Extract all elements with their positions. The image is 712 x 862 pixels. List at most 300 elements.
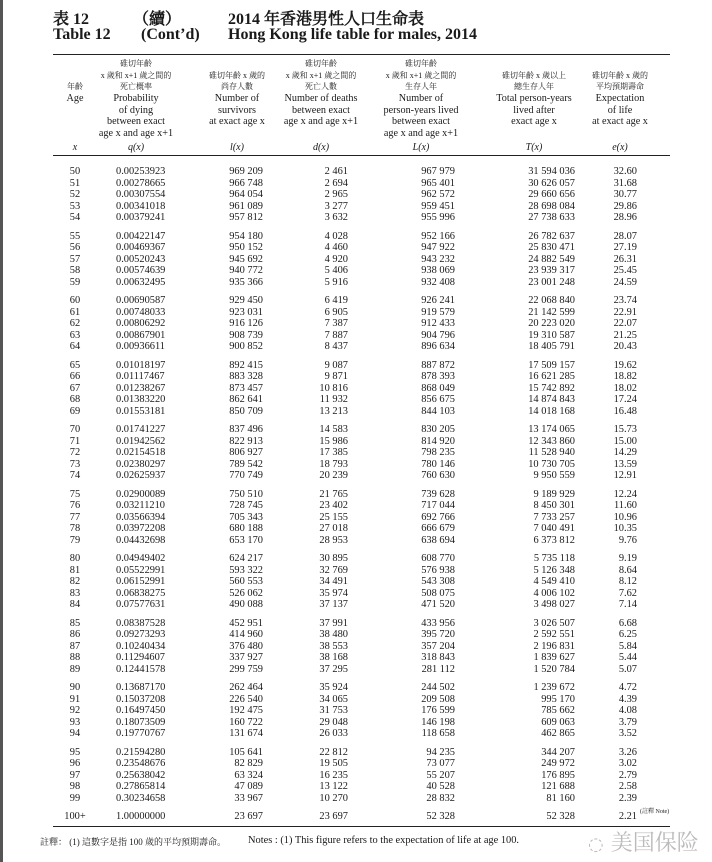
cell-Tx: 14 018 168: [528, 405, 575, 417]
row-group-gap: [3, 611, 712, 618]
cell-Tx: 1 520 784: [533, 663, 575, 675]
header-line-wrap: [76, 128, 196, 140]
column-header-ex: [560, 70, 680, 128]
table-row: [3, 618, 712, 630]
header-line: x 歲和 x+1 歲之間的: [385, 70, 457, 80]
cell-ex: 15.00: [613, 435, 637, 447]
cell-lx: 837 496: [229, 424, 263, 435]
cell-ex: 27.19: [613, 242, 637, 253]
cell-lx: 63 324: [234, 769, 263, 781]
cell-Tx: 23 939 317: [528, 265, 575, 276]
cell-dx: 3 632: [324, 212, 348, 223]
column-symbol-qx: q(x): [127, 142, 145, 153]
column-symbol-ex: e(x): [612, 142, 628, 153]
cell-age: 64: [69, 341, 81, 352]
cell-ex: 10.96: [613, 511, 637, 523]
table-row: [3, 166, 712, 178]
cell-Tx: 3 026 507: [533, 617, 575, 629]
cell-qx: 0.27865814: [116, 781, 166, 792]
cell-Lx: 73 077: [426, 758, 455, 769]
row-group-gap: [3, 804, 712, 811]
table-row: [3, 470, 712, 482]
row-group-gap: [3, 417, 712, 424]
cell-dx: 14 583: [319, 424, 348, 435]
cell-age: 55: [69, 230, 81, 242]
cell-ex: 9.76: [618, 534, 637, 546]
cell-Tx: 12 343 860: [528, 435, 575, 447]
cell-qx: 0.23548676: [116, 758, 166, 769]
cell-Tx: 14 874 843: [528, 394, 575, 405]
table-row: [3, 523, 712, 535]
cell-ex: 3.52: [618, 728, 637, 739]
row-group-gap: [3, 675, 712, 682]
table-number-en: Table 12: [53, 26, 111, 43]
cell-Lx: 959 451: [421, 200, 455, 212]
header-line: 年齡: [67, 82, 83, 92]
header-line-wrap: [560, 70, 680, 82]
cell-dx: 32 769: [319, 564, 348, 576]
cell-lx: 822 913: [229, 435, 263, 447]
cell-qx: 0.30234658: [116, 792, 166, 804]
cell-ex: 3.02: [618, 758, 637, 769]
cell-lx: 192 475: [229, 705, 263, 716]
cell-qx: 0.13687170: [116, 682, 166, 693]
cell-Tx: 16 621 285: [528, 371, 575, 382]
cell-Tx: 24 882 549: [528, 253, 575, 265]
cell-qx: 0.21594280: [116, 746, 166, 758]
cell-Tx: 31 594 036: [528, 166, 575, 177]
header-line: Number of: [398, 93, 444, 105]
cell-Lx: 955 996: [421, 212, 455, 223]
note-en: Notes : (1) This figure refers to the expectation of life at age 100.: [248, 835, 520, 846]
cell-lx: 929 450: [229, 295, 263, 306]
cell-Lx: 94 235: [426, 746, 455, 758]
table-row: [3, 770, 712, 782]
cell-age: 75: [69, 488, 81, 500]
cell-Lx: 896 634: [421, 341, 455, 352]
cell-lx: 728 745: [229, 500, 263, 511]
cell-dx: 7 887: [324, 329, 348, 341]
cell-dx: 37 991: [319, 617, 348, 629]
table-row: [3, 330, 712, 342]
row-group-gap: [3, 546, 712, 553]
table-row: [3, 781, 712, 793]
cell-dx: 13 213: [319, 405, 348, 417]
table-row: [3, 447, 712, 459]
cell-qx: 0.18073509: [116, 716, 166, 728]
cell-age: 95: [69, 746, 81, 758]
cell-lx: 593 322: [229, 564, 263, 576]
header-line: of dying: [118, 104, 154, 116]
cell-Tx: 8 450 301: [533, 500, 575, 511]
cell-lx: 945 692: [229, 253, 263, 265]
cell-age: 53: [69, 200, 81, 212]
header-line-wrap: [361, 105, 481, 117]
cell-dx: 15 986: [319, 435, 348, 447]
cell-ex: 5.07: [618, 663, 637, 675]
cell-dx: 6 419: [324, 295, 348, 306]
cell-Tx: 1 839 627: [533, 652, 575, 663]
cell-age: 77: [69, 511, 81, 523]
cell-Tx: 995 170: [541, 693, 575, 705]
cell-ex: 18.82: [613, 371, 637, 382]
table-row: [3, 758, 712, 770]
cell-qx: 0.04432698: [116, 534, 166, 546]
cell-dx: 4 460: [324, 242, 348, 253]
header-line: age x and age x+1: [383, 128, 459, 140]
header-line: 碓切年齡 x 歲的: [592, 70, 648, 80]
table-row: [3, 500, 712, 512]
cell-age: 100+: [64, 811, 86, 822]
header-line-wrap: [560, 105, 680, 117]
cell-lx: 105 641: [229, 746, 263, 758]
cell-age: 61: [69, 306, 81, 318]
cell-Tx: 25 830 471: [528, 242, 575, 253]
cell-dx: 8 437: [324, 341, 348, 352]
cell-Lx: 952 166: [421, 230, 455, 242]
cell-ex: 22.07: [613, 318, 637, 329]
cell-Lx: 904 796: [421, 329, 455, 341]
cell-ex: 22.91: [613, 306, 637, 318]
column-symbol-lx: l(x): [230, 142, 244, 153]
cell-ex: 19.62: [613, 359, 637, 371]
cell-dx: 21 765: [319, 488, 348, 500]
header-line: 碓切年齡: [405, 59, 437, 68]
table-row: [3, 295, 712, 307]
cell-Lx: 919 579: [421, 306, 455, 318]
table-row: [3, 512, 712, 524]
cell-dx: 11 932: [319, 394, 348, 405]
header-bottom-rule: [53, 155, 670, 156]
cell-age: 74: [69, 470, 81, 481]
header-line: 死亡概率: [120, 82, 152, 92]
cell-age: 84: [69, 599, 81, 610]
cell-dx: 6 905: [324, 306, 348, 318]
header-line: Probability: [113, 93, 159, 105]
table-row: [3, 664, 712, 676]
header-line: survivors: [218, 104, 256, 116]
cell-ex: 30.77: [613, 189, 637, 200]
cell-lx: 33 967: [234, 792, 263, 804]
cell-lx: 490 088: [229, 599, 263, 610]
cell-qx: 0.03566394: [116, 511, 166, 523]
cell-Lx: 830 205: [421, 424, 455, 435]
cell-Lx: 932 408: [421, 276, 455, 288]
cell-ex: 6.25: [618, 629, 637, 640]
cell-lx: 923 031: [229, 306, 263, 318]
cell-qx: 0.00690587: [116, 295, 166, 306]
cell-ex: 2.39: [618, 792, 637, 804]
cell-ex: 2.79: [618, 769, 637, 781]
cell-lx: 862 641: [229, 394, 263, 405]
cell-qx: 0.11294607: [116, 652, 165, 663]
header-line-wrap: [560, 81, 680, 93]
cell-qx: 0.01238267: [116, 382, 166, 394]
cell-Tx: 10 730 705: [528, 458, 575, 470]
cell-Lx: 666 679: [421, 523, 455, 534]
cell-Lx: 912 433: [421, 318, 455, 329]
table-row: [3, 641, 712, 653]
cell-Tx: 9 950 559: [533, 470, 575, 481]
cell-lx: 916 126: [229, 318, 263, 329]
cell-qx: 0.01117467: [116, 371, 165, 382]
cell-qx: 0.09273293: [116, 629, 166, 640]
cell-qx: 0.10240434: [116, 640, 166, 652]
note-zh: 註釋： (1) 這數字是指 100 歲的平均預期壽命。: [40, 837, 226, 847]
cell-ex: 11.60: [614, 500, 637, 511]
cell-ex: 31.68: [613, 177, 637, 189]
cell-qx: 0.00278665: [116, 177, 166, 189]
cell-dx: 7 387: [324, 318, 348, 329]
header-line: person-years lived: [383, 104, 459, 116]
header-line: 碓切年齡: [305, 59, 337, 68]
header-line-wrap: [76, 58, 196, 70]
cell-ex: 26.31: [613, 253, 637, 265]
cell-lx: 23 697: [234, 811, 263, 822]
cell-Tx: 785 662: [541, 705, 575, 716]
cell-Tx: 4 549 410: [533, 576, 575, 587]
cell-lx: 452 951: [229, 617, 263, 629]
cell-ex: 20.43: [613, 341, 637, 352]
cell-Tx: 121 688: [541, 781, 575, 792]
table-row: [3, 576, 712, 588]
continued-en: (Cont’d): [141, 26, 200, 43]
cell-dx: 2 461: [324, 166, 348, 177]
cell-lx: 850 709: [229, 405, 263, 417]
cell-Tx: 609 063: [541, 716, 575, 728]
cell-Tx: 2 196 831: [533, 640, 575, 652]
table-row: [3, 231, 712, 243]
cell-age: 73: [69, 458, 81, 470]
header-line: 尚存人數: [221, 82, 253, 92]
cell-Lx: 856 675: [421, 394, 455, 405]
cell-lx: 908 739: [229, 329, 263, 341]
cell-Lx: 965 401: [421, 177, 455, 189]
cell-qx: 0.00748033: [116, 306, 166, 318]
cell-Tx: 5 735 118: [533, 553, 575, 564]
header-line-wrap: [361, 58, 481, 70]
cell-lx: 892 415: [229, 359, 263, 371]
cell-dx: 18 793: [319, 458, 348, 470]
cell-ex: 24.59: [613, 276, 637, 288]
cell-qx: 0.15037208: [116, 693, 166, 705]
cell-ex: 17.24: [613, 394, 637, 405]
cell-ex: 18.02: [613, 382, 637, 394]
table-row: [3, 811, 712, 823]
cell-age: 54: [69, 212, 81, 223]
cell-lx: 131 674: [229, 728, 263, 739]
cell-qx: 0.00867901: [116, 329, 166, 341]
cell-ex: 5.84: [618, 640, 637, 652]
cell-lx: 964 054: [229, 189, 263, 200]
cell-Lx: 608 770: [421, 553, 455, 564]
cell-age: 59: [69, 276, 81, 288]
cell-Tx: 22 068 840: [528, 295, 575, 306]
table-title-zh: 2014 年香港男性人口生命表: [228, 11, 425, 28]
table-row: [3, 212, 712, 224]
cell-lx: 950 152: [229, 242, 263, 253]
cell-age: 99: [69, 792, 81, 804]
cell-ex: 28.07: [613, 230, 637, 242]
cell-ex: 16.48: [613, 405, 637, 417]
cell-Lx: 692 766: [421, 511, 455, 523]
table-row: [3, 201, 712, 213]
cell-age: 87: [69, 640, 81, 652]
cell-age: 83: [69, 587, 81, 599]
table-row: [3, 535, 712, 547]
cell-age: 57: [69, 253, 81, 265]
cell-Lx: 395 720: [421, 629, 455, 640]
cell-Tx: 15 742 892: [528, 382, 575, 394]
cell-qx: 0.03972208: [116, 523, 166, 534]
cell-ex: 15.73: [613, 424, 637, 435]
cell-dx: 10 816: [319, 382, 348, 394]
cell-Lx: 40 528: [426, 781, 455, 792]
row-group-gap: [3, 482, 712, 489]
cell-lx: 770 749: [229, 470, 263, 481]
cell-lx: 806 927: [229, 447, 263, 458]
cell-age: 86: [69, 629, 81, 640]
cell-lx: 957 812: [229, 212, 263, 223]
cell-qx: 0.00253923: [116, 166, 166, 177]
cell-Lx: 209 508: [421, 693, 455, 705]
header-line: 平均預期壽命: [596, 82, 644, 92]
cell-dx: 4 920: [324, 253, 348, 265]
cell-Lx: 878 393: [421, 371, 455, 382]
cell-age: 62: [69, 318, 81, 329]
cell-Tx: 28 698 084: [528, 200, 575, 212]
header-line: age x and age x+1: [283, 116, 359, 128]
cell-ex: 3.79: [618, 716, 637, 728]
cell-age: 71: [69, 435, 81, 447]
cell-dx: 26 033: [319, 728, 348, 739]
cell-Tx: 462 865: [541, 728, 575, 739]
cell-dx: 37 137: [319, 599, 348, 610]
cell-qx: 0.06152991: [116, 576, 166, 587]
wechat-icon: ◌: [588, 834, 604, 855]
cell-qx: 0.05522991: [116, 564, 166, 576]
cell-qx: 0.00307554: [116, 189, 166, 200]
table-row: [3, 717, 712, 729]
header-line: age x and age x+1: [98, 128, 174, 140]
header-line: of life: [607, 104, 633, 116]
cell-Lx: 962 572: [421, 189, 455, 200]
cell-ex: 4.39: [618, 693, 637, 705]
cell-qx: 0.08387528: [116, 617, 166, 629]
column-symbol-Tx: T(x): [525, 142, 543, 153]
cell-Lx: 887 872: [421, 359, 455, 371]
table-row: [3, 436, 712, 448]
table-row: [3, 307, 712, 319]
note-marker: (註釋 Note): [640, 809, 670, 815]
cell-qx: 0.01018197: [116, 359, 166, 371]
column-symbol-age: x: [72, 142, 78, 153]
cell-lx: 969 209: [229, 166, 263, 177]
cell-Tx: 7 040 491: [533, 523, 575, 534]
cell-dx: 28 953: [319, 534, 348, 546]
cell-lx: 414 960: [229, 629, 263, 640]
cell-Tx: 4 006 102: [533, 587, 575, 599]
cell-dx: 4 028: [324, 230, 348, 242]
cell-ex: 4.08: [618, 705, 637, 716]
cell-dx: 30 895: [319, 553, 348, 564]
table-row: [3, 360, 712, 372]
cell-age: 88: [69, 652, 81, 663]
header-line: 碓切年齡 x 歲以上: [502, 70, 566, 80]
cell-Tx: 9 189 929: [533, 488, 575, 500]
column-header-Lx: [361, 58, 481, 140]
cell-ex: 2.21: [618, 811, 637, 822]
cell-lx: 337 927: [229, 652, 263, 663]
cell-lx: 961 089: [229, 200, 263, 212]
cell-age: 94: [69, 728, 81, 739]
cell-age: 65: [69, 359, 81, 371]
cell-ex: 21.25: [613, 329, 637, 341]
cell-lx: 560 553: [229, 576, 263, 587]
cell-age: 93: [69, 716, 81, 728]
cell-Tx: 81 160: [546, 792, 575, 804]
cell-Tx: 18 405 791: [528, 341, 575, 352]
table-row: [3, 793, 712, 805]
header-line: at exact age x: [592, 116, 648, 128]
cell-age: 91: [69, 693, 81, 705]
table-row: [3, 318, 712, 330]
table-row: [3, 189, 712, 201]
cell-age: 56: [69, 242, 81, 253]
cell-age: 82: [69, 576, 81, 587]
cell-Tx: 17 509 157: [528, 359, 575, 371]
cell-qx: 0.19770767: [116, 728, 166, 739]
cell-dx: 37 295: [319, 663, 348, 675]
continued-zh: （續）: [133, 11, 182, 28]
cell-qx: 0.02380297: [116, 458, 166, 470]
cell-lx: 750 510: [229, 488, 263, 500]
table-title-en: Hong Kong life table for males, 2014: [228, 26, 478, 43]
table-top-rule: [53, 54, 670, 55]
cell-Tx: 21 142 599: [528, 306, 575, 318]
cell-age: 72: [69, 447, 81, 458]
cell-age: 66: [69, 371, 81, 382]
header-line-wrap: [361, 93, 481, 105]
cell-dx: 22 812: [319, 746, 348, 758]
table-row: [3, 747, 712, 759]
cell-ex: 25.45: [613, 265, 637, 276]
cell-Lx: 508 075: [421, 587, 455, 599]
cell-Lx: 146 198: [421, 716, 455, 728]
cell-lx: 900 852: [229, 341, 263, 352]
cell-Tx: 29 660 656: [528, 189, 575, 200]
cell-age: 92: [69, 705, 81, 716]
cell-dx: 13 122: [319, 781, 348, 792]
cell-ex: 3.26: [618, 746, 637, 758]
cell-dx: 34 491: [319, 576, 348, 587]
header-line: 死亡人數: [305, 82, 337, 92]
cell-ex: 5.44: [618, 652, 637, 663]
cell-age: 68: [69, 394, 81, 405]
header-line: between exact: [292, 104, 350, 116]
cell-age: 51: [69, 177, 81, 189]
cell-age: 97: [69, 769, 81, 781]
cell-qx: 0.00520243: [116, 253, 166, 265]
cell-Lx: 433 956: [421, 617, 455, 629]
cell-ex: 12.91: [613, 470, 637, 481]
cell-age: 60: [69, 295, 81, 306]
cell-qx: 0.16497450: [116, 705, 166, 716]
table-row: [3, 652, 712, 664]
cell-Lx: 55 207: [426, 769, 455, 781]
cell-lx: 160 722: [229, 716, 263, 728]
cell-ex: 4.72: [618, 682, 637, 693]
